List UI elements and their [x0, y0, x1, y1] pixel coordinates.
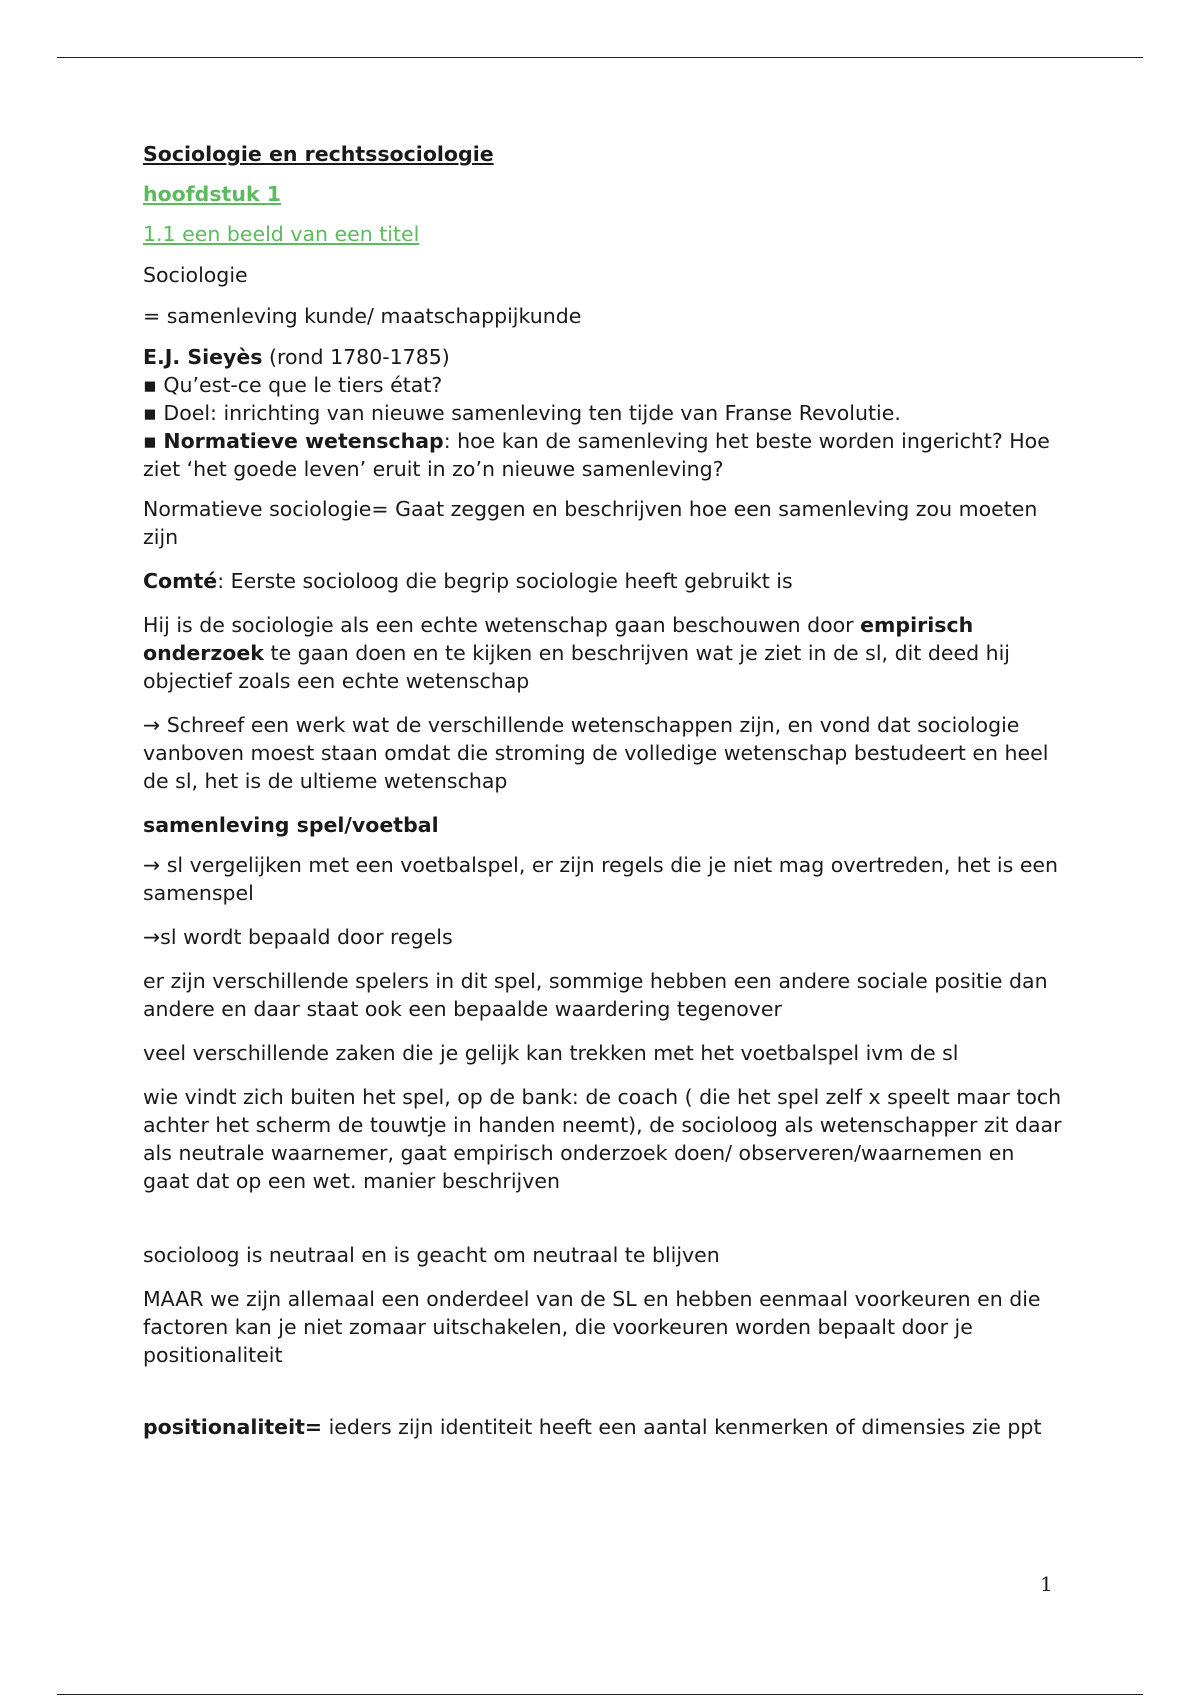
sieyes-line [143, 343, 1063, 371]
footer-rule [57, 1694, 1143, 1695]
positionaliteit-term: positionaliteit= [143, 1415, 323, 1439]
paragraph-zaken: veel verschillende zaken die je gelijk kan trekken met het voetbalspel ivm de sl [143, 1041, 959, 1065]
paragraph-empirisch [143, 611, 1063, 695]
comte-text: : Eerste socioloog die begrip sociologie heeft gebruikt is [217, 569, 793, 593]
blank-line [143, 1385, 1063, 1413]
paragraph-positionaliteit [143, 1413, 1063, 1441]
paragraph-comte [143, 567, 1063, 595]
paragraph-coach: wie vindt zich buiten het spel, op de bank: de coach ( die het spel zelf x speelt maar toch achter het scherm de touwtje in handen neemt), de socioloog als wetenschapper zit daar als neutrale waarnemer, gaat empirisch onderzoek doen/ observeren/waarnemen en gaat dat op een wet. manier beschrijven [143, 1085, 1062, 1193]
paragraph-schreef: → Schreef een werk wat de verschillende wetenschappen zijn, en vond dat sociologie vanboven moest staan omdat die stroming de volledige wetenschap bestudeert en heel de sl, het is de ultieme wetenschap [143, 713, 1049, 793]
sieyes-name: E.J. Sieyès [143, 345, 263, 369]
page-number: 1 [1040, 1572, 1053, 1596]
document-body [143, 140, 1063, 1457]
chapter-heading: hoofdstuk 1 [143, 182, 281, 206]
bullet-text: : hoe kan de samenleving het beste worden ingericht? Hoe [443, 429, 1050, 453]
paragraph-normatieve-sociologie: Normatieve sociologie= Gaat zeggen en beschrijven hoe een samenleving zou moeten zijn [143, 497, 1038, 549]
paragraph-neutraal: socioloog is neutraal en is geacht om neutraal te blijven [143, 1243, 720, 1267]
paragraph-sociologie: Sociologie [143, 263, 248, 287]
document-title: Sociologie en rechtssociologie [143, 142, 494, 166]
bullet-item: ▪ Qu’est-ce que le tiers état? [143, 373, 443, 397]
blank-line [143, 1211, 1063, 1241]
bullet-item [143, 427, 1063, 455]
bullet-marker: ▪ [143, 429, 164, 453]
positionaliteit-text: ieders zijn identiteit heeft een aantal kenmerken of dimensies zie ppt [322, 1415, 1042, 1439]
paragraph-regels: →sl wordt bepaald door regels [143, 925, 453, 949]
sieyes-block [143, 343, 1063, 483]
bold-term: empirisch onderzoek [143, 613, 974, 665]
bullet-bold-term: Normatieve wetenschap [163, 429, 444, 453]
sieyes-date: (rond 1780-1785) [262, 345, 450, 369]
bullet-continuation: ziet ‘het goede leven’ eruit in zo’n nieuwe samenleving? [143, 457, 724, 481]
paragraph-voetbal: → sl vergelijken met een voetbalspel, er zijn regels die je niet mag overtreden, het is een samenspel [143, 853, 1059, 905]
paragraph-maar: MAAR we zijn allemaal een onderdeel van de SL en hebben eenmaal voorkeuren en die factoren kan je niet zomaar uitschakelen, die voorkeuren worden bepaalt door je positionaliteit [143, 1287, 1041, 1367]
header-rule [57, 57, 1143, 58]
bullet-item: ▪ Doel: inrichting van nieuwe samenleving ten tijde van Franse Revolutie. [143, 401, 901, 425]
paragraph-spelers: er zijn verschillende spelers in dit spel, sommige hebben een andere sociale positie dan andere en daar staat ook een bepaalde waardering tegenover [143, 969, 1048, 1021]
text-span: Hij is de sociologie als een echte wetenschap gaan beschouwen door [143, 613, 861, 637]
subheading-samenleving-spel: samenleving spel/voetbal [143, 813, 439, 837]
section-heading[interactable]: 1.1 een beeld van een titel [143, 222, 420, 246]
text-span: te gaan doen en te kijken en beschrijven wat je ziet in de sl, dit deed hij objectief zoals een echte wetenschap [143, 641, 1010, 693]
comte-name: Comté [143, 569, 218, 593]
paragraph-definition: = samenleving kunde/ maatschappijkunde [143, 304, 582, 328]
